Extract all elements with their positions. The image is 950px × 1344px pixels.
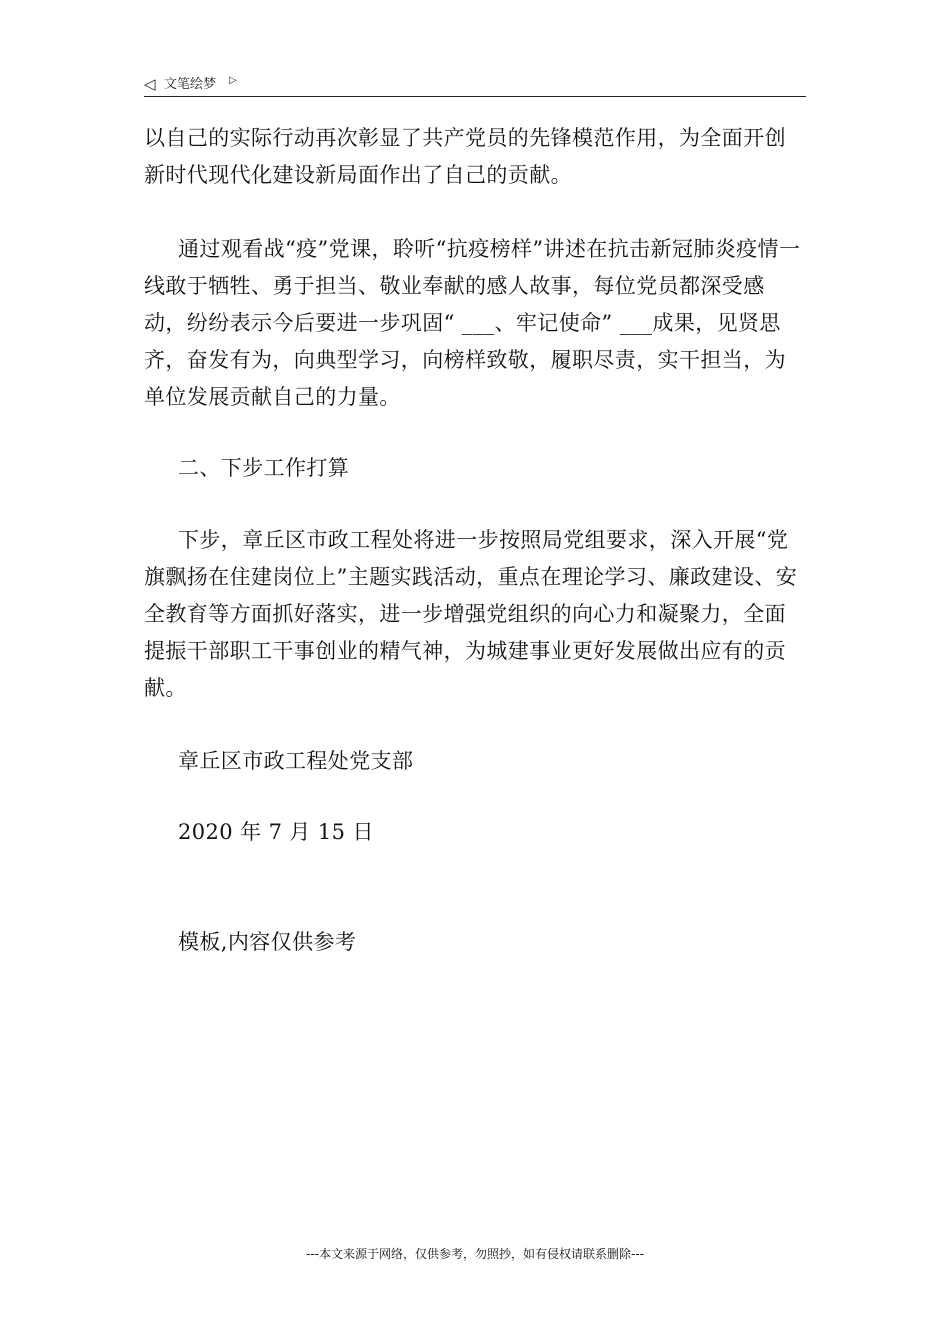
signature-date: 2020 年 7 月 15 日 bbox=[178, 820, 374, 844]
section-heading-next-steps: 二、下步工作打算 bbox=[178, 456, 350, 480]
template-note: 模板,内容仅供参考 bbox=[178, 930, 357, 954]
paragraph-next-steps: 下步，章丘区市政工程处将进一步按照局党组要求，深入开展“党旗飘扬在住建岗位上”主题实践活动，重点在理论学习、廉政建设、安全教育等方面抓好落实，进一步增强党组织的向心力和凝聚力，全面提振干部职工干事创业的精气神，为城建事业更好发展做出应有的贡献。 bbox=[144, 528, 798, 700]
footer-disclaimer: ---本文来源于网络，仅供参考，勿照抄，如有侵权请联系删除--- bbox=[306, 1247, 644, 1261]
signature-organization: 章丘区市政工程处党支部 bbox=[178, 749, 414, 773]
page-header bbox=[144, 74, 806, 97]
paragraph-party-lesson: 通过观看战“疫”党课，聆听“抗疫榜样”讲述在抗击新冠肺炎疫情一线敢于牺牲、勇于担当、敬业奉献的感人故事，每位党员都深受感动，纷纷表示今后要进一步巩固“ ___、牢记使命” ___成果，见贤思齐，奋发有为，向典型学习，向榜样致敬，履职尽责，实干担当，为单位发展贡献自己的力量。 bbox=[144, 237, 801, 409]
header-title: 文笔绘梦 bbox=[164, 77, 217, 92]
left-triangle-icon: ◁ bbox=[144, 75, 156, 93]
paragraph-continuation: 以自己的实际行动再次彰显了共产党员的先锋模范作用，为全面开创新时代现代化建设新局面作出了自己的贡献。 bbox=[144, 126, 786, 187]
right-triangle-icon: ▷ bbox=[229, 75, 237, 86]
